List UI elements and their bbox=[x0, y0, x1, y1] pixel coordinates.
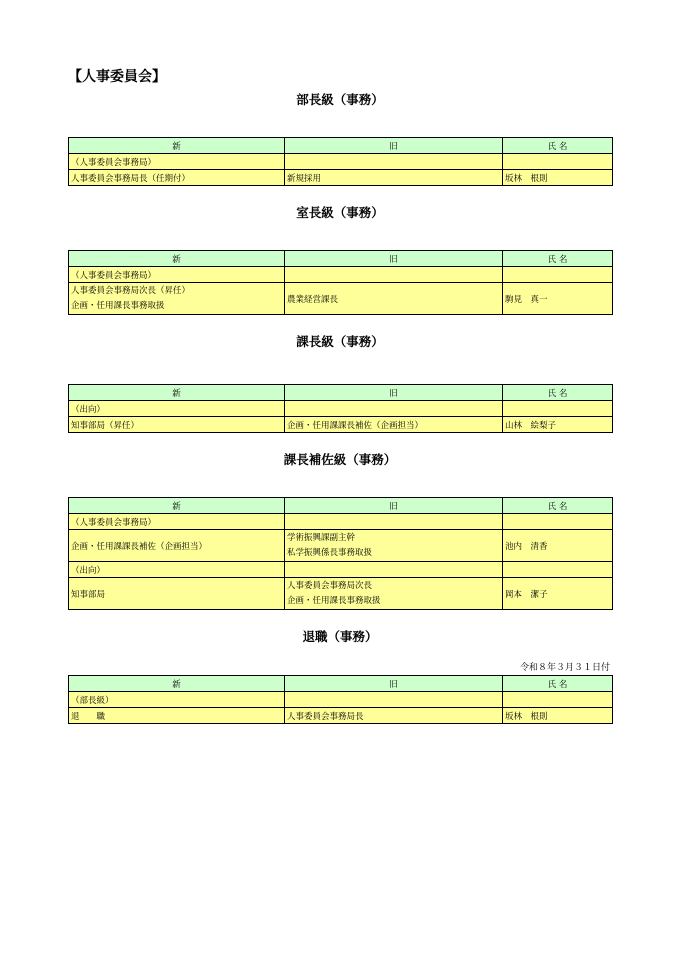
table-header bbox=[69, 385, 613, 401]
group-label: （人事委員会事務局） bbox=[69, 154, 285, 170]
table-row bbox=[69, 283, 613, 315]
cell-name: 駒見 真一 bbox=[503, 283, 613, 315]
group-row bbox=[69, 267, 613, 283]
group-label: （人事委員会事務局） bbox=[69, 514, 285, 530]
table-header bbox=[69, 676, 613, 692]
group-row bbox=[69, 562, 613, 578]
section-title-kachohosa: 課長補佐級（事務） bbox=[283, 452, 397, 467]
cell-old: 人事委員会事務局長 bbox=[285, 708, 503, 724]
table-row bbox=[69, 417, 613, 433]
group-row bbox=[69, 401, 613, 417]
header-old: 旧 bbox=[285, 385, 503, 401]
header-old: 旧 bbox=[285, 676, 503, 692]
table-row bbox=[69, 170, 613, 186]
header-new: 新 bbox=[69, 676, 285, 692]
cell-name: 坂林 根則 bbox=[503, 708, 613, 724]
cell-old: 新規採用 bbox=[285, 170, 503, 186]
table-header bbox=[69, 138, 613, 154]
group-label: （出向） bbox=[69, 562, 285, 578]
table-header bbox=[69, 251, 613, 267]
table-kacho bbox=[68, 384, 613, 433]
cell-new: 知事部局 bbox=[69, 578, 285, 610]
header-old: 旧 bbox=[285, 138, 503, 154]
effective-date: 令和８年３月３１日付 bbox=[519, 663, 610, 673]
cell-old-line-1: 人事委員会事務局次長 bbox=[287, 580, 373, 591]
cell-old-line-2: 私学振興係長事務取扱 bbox=[287, 547, 373, 558]
cell-old: 農業経営課長 bbox=[285, 283, 503, 315]
header-old: 旧 bbox=[285, 251, 503, 267]
group-label: （人事委員会事務局） bbox=[69, 267, 285, 283]
table-header bbox=[69, 498, 613, 514]
header-new: 新 bbox=[69, 138, 285, 154]
group-label: （部長級） bbox=[69, 692, 285, 708]
table-kachohosa bbox=[68, 497, 613, 610]
header-name: 氏 名 bbox=[503, 385, 613, 401]
cell-name: 池内 清香 bbox=[503, 530, 613, 562]
cell-old-line-1: 学術振興課副主幹 bbox=[287, 532, 356, 543]
header-new: 新 bbox=[69, 251, 285, 267]
section-title-taishoku: 退職（事務） bbox=[302, 629, 378, 644]
cell-old bbox=[285, 530, 503, 562]
cell-new: 企画・任用課課長補佐（企画担当） bbox=[69, 530, 285, 562]
header-new: 新 bbox=[69, 385, 285, 401]
group-label: （出向） bbox=[69, 401, 285, 417]
document-title: 【人事委員会】 bbox=[68, 69, 166, 85]
cell-old: 企画・任用課課長補佐（企画担当） bbox=[285, 417, 503, 433]
cell-name: 山林 絵梨子 bbox=[503, 417, 613, 433]
cell-new-line-1: 人事委員会事務局次長（昇任） bbox=[71, 285, 191, 296]
cell-name: 坂林 根則 bbox=[503, 170, 613, 186]
cell-new: 人事委員会事務局長（任期付） bbox=[69, 170, 285, 186]
table-row bbox=[69, 530, 613, 562]
table-row bbox=[69, 578, 613, 610]
table-taishoku bbox=[68, 675, 613, 724]
section-title-shitsucho: 室長級（事務） bbox=[296, 205, 384, 220]
header-name: 氏 名 bbox=[503, 498, 613, 514]
cell-new-line-2: 企画・任用課長事務取扱 bbox=[71, 300, 165, 311]
header-name: 氏 名 bbox=[503, 251, 613, 267]
table-bucho bbox=[68, 137, 613, 186]
group-row bbox=[69, 692, 613, 708]
header-name: 氏 名 bbox=[503, 676, 613, 692]
group-row bbox=[69, 154, 613, 170]
header-new: 新 bbox=[69, 498, 285, 514]
cell-new bbox=[69, 283, 285, 315]
group-row bbox=[69, 514, 613, 530]
cell-new: 知事部局（昇任） bbox=[69, 417, 285, 433]
table-shitsucho bbox=[68, 250, 613, 315]
cell-old-line-2: 企画・任用課長事務取扱 bbox=[287, 595, 381, 606]
cell-old bbox=[285, 578, 503, 610]
section-title-kacho: 課長級（事務） bbox=[296, 334, 384, 349]
header-old: 旧 bbox=[285, 498, 503, 514]
table-row bbox=[69, 708, 613, 724]
header-name: 氏 名 bbox=[503, 138, 613, 154]
section-title-bucho: 部長級（事務） bbox=[296, 92, 384, 107]
cell-new: 退 職 bbox=[69, 708, 285, 724]
cell-name: 岡本 潔子 bbox=[503, 578, 613, 610]
